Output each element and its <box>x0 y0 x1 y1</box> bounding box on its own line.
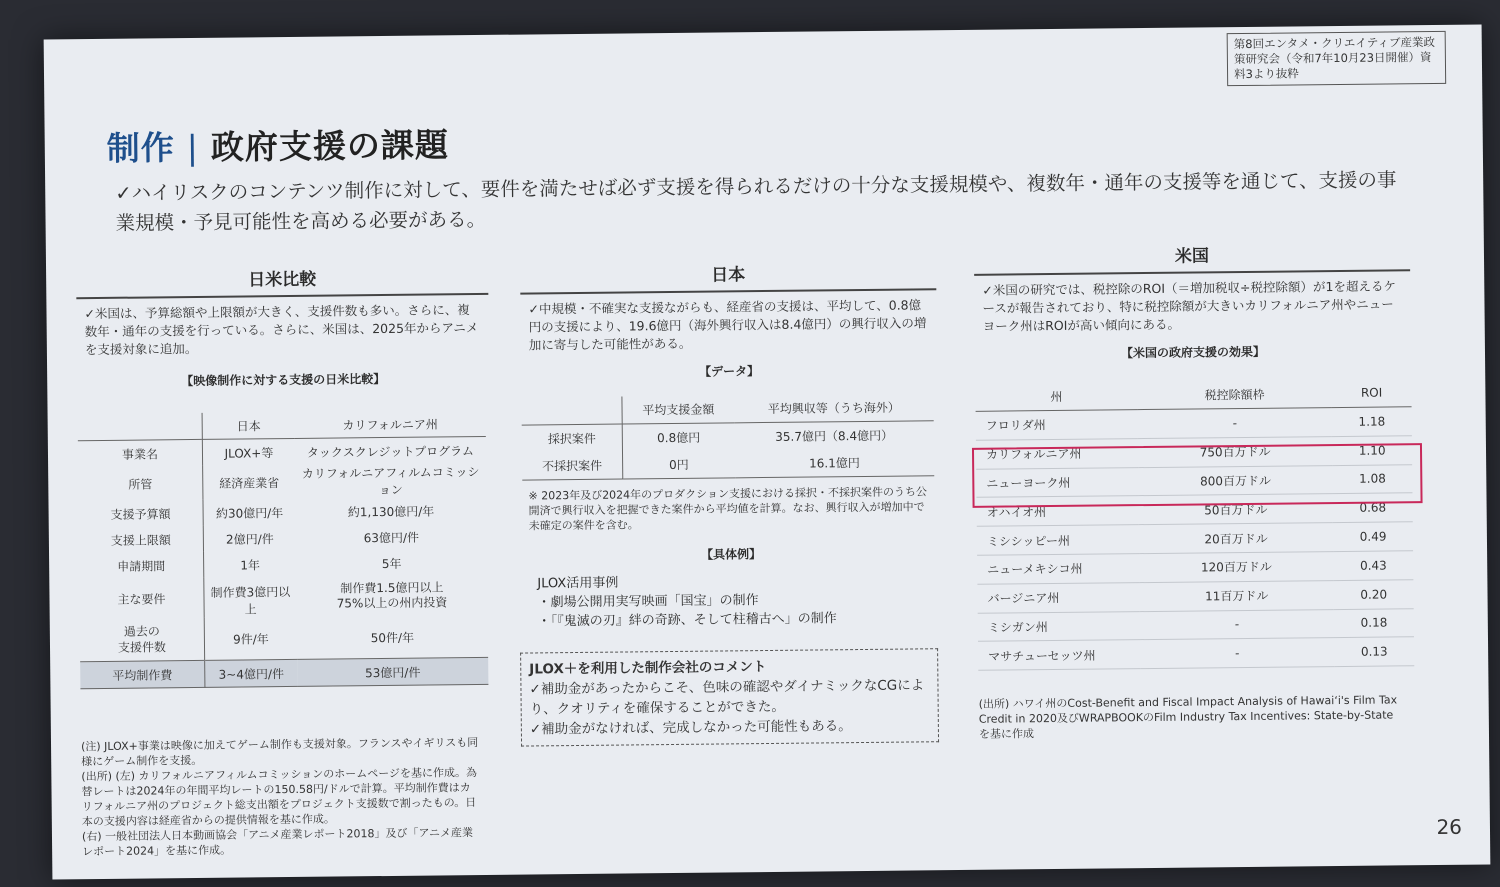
comparison-table-title: 【映像制作に対する支援の日米比較】 <box>181 371 386 389</box>
table-cell: 35.7億円（8.4億円） <box>775 428 894 444</box>
slide-title <box>107 119 450 170</box>
table-row <box>522 421 934 453</box>
comment-title: JLOX＋を利用した制作会社のコメント <box>529 659 767 678</box>
header-cell: ROI <box>1332 378 1412 407</box>
examples-title: 【具体例】 <box>700 547 762 562</box>
roi-cell: 0.49 <box>1333 522 1413 552</box>
roi-cell: 1.18 <box>1332 407 1412 437</box>
table-cell: カリフォルニアフィルムコミッション <box>301 465 480 498</box>
japan-heading: 日本 <box>520 258 936 294</box>
state-cell: フロリダ州 <box>976 410 1138 440</box>
row-label: 申請期間 <box>79 552 204 579</box>
table-row <box>978 608 1414 641</box>
japan-data-note: ※ 2023年及び2024年のプロダクション支援における採択・不採択案件のうち公開済で興行収入を把握できた案件から平均値を計算。なお、興行収入が増加中で未確定の案件を含む。 <box>528 485 927 533</box>
japan-column <box>520 258 940 631</box>
title-separator: | <box>186 127 200 168</box>
credit-cell: 750百万ドル <box>1138 436 1333 467</box>
example-item: ・「『鬼滅の刃』絆の奇跡、そして柱稽古へ」の制作 <box>537 611 837 630</box>
credit-cell: 50百万ドル <box>1138 494 1333 525</box>
row-label: 過去の 支援件数 <box>80 618 205 662</box>
table-cell: 16.1億円 <box>735 448 935 478</box>
title-category: 制作 <box>106 128 175 168</box>
slide <box>44 24 1491 879</box>
roi-cell: 0.13 <box>1334 637 1414 667</box>
table-cell: 経済産業省 <box>219 475 280 491</box>
lead-statement: ✓ハイリスクのコンテンツ制作に対して、要件を満たせば必ず支援を得られるだけの十分な支援規模や、複数年・通年の支援等を通じて、支援の事業規模・予見可能性を高める必要がある。 <box>115 168 1397 235</box>
credit-cell: 20百万ドル <box>1139 523 1334 554</box>
credit-cell: - <box>1138 408 1333 439</box>
state-cell: カリフォルニア州 <box>976 438 1138 468</box>
comparison-column <box>76 263 494 859</box>
roi-cell: 0.18 <box>1334 608 1414 638</box>
example-item: ・劇場公開用実写映画「国宝」の制作 <box>537 593 759 611</box>
comparison-text: ✓米国は、予算総額や上限額が大きく、支援件数も多い。さらに、複数年・通年の支援を行っている。さらに、米国は、2025年からアニメを支援対象に追加。 <box>84 302 479 358</box>
state-cell: ミシガン州 <box>978 611 1140 641</box>
japan-data-title: 【データ】 <box>699 364 760 379</box>
table-header-row <box>975 378 1411 411</box>
note-line: (出所) (左) カリフォルニアフィルムコミッションのホームページを基に作成。為替レートは2024年の年間平均レートの150.58円/ドルで計算。平均制作費はカリフォルニア州のプロジェクト総支出額をプロジェクト支援数で割ったもの。日本の支援内容は経産省からの提供情報を基に作成。 <box>81 766 478 829</box>
us-roi-table <box>975 378 1414 671</box>
table-cell: 0.8億円 <box>657 430 701 446</box>
table-cell: 制作費3億円以上 <box>210 585 291 617</box>
title-subject: 政府支援の課題 <box>210 125 450 167</box>
table-cell: 制作費1.5億円以上 75%以上の州内投資 <box>336 580 448 611</box>
credit-cell: - <box>1140 609 1335 640</box>
note-line: (注) JLOX+事業は映像に加えてゲーム制作も支援対象。フランスやイギリスも同様にゲーム制作を支援。 <box>80 736 479 769</box>
state-cell: ミシシッピー州 <box>977 525 1139 555</box>
us-source-note: (出所) ハワイ州のCost-Benefit and Fiscal Impact Analysis of Hawaiʻi's Film Tax Credit in 2020及びWRAPBOOKのFilm Industry Tax Incentives: State-by-Stateを基に作成 <box>978 693 1398 741</box>
table-cell: 50件/年 <box>370 630 415 645</box>
table-row <box>522 448 934 480</box>
roi-cell: 0.20 <box>1334 580 1414 610</box>
table-cell: 53億円/件 <box>297 657 488 686</box>
header-cell: 日本 <box>202 412 295 439</box>
row-label: 支援上限額 <box>79 526 204 553</box>
highlight-frame <box>972 443 1423 508</box>
table-row <box>79 575 487 619</box>
roi-cell: 1.10 <box>1332 436 1412 466</box>
header-cell: 平均興収等（うち海外） <box>734 393 934 423</box>
header-cell: 州 <box>975 381 1137 411</box>
japan-data-table <box>521 393 934 480</box>
row-label: 不採択案件 <box>522 452 623 481</box>
header-cell: カリフォルニア州 <box>294 410 485 438</box>
comment-line: ✓補助金がなければ、完成しなかった可能性もある。 <box>529 718 852 738</box>
table-cell: 0円 <box>622 450 734 479</box>
table-row <box>976 407 1412 440</box>
row-label: 平均制作費 <box>80 660 205 688</box>
header-cell: 税控除額枠 <box>1137 379 1332 410</box>
table-cell: 1年 <box>240 557 261 573</box>
table-cell: 3~4億円/件 <box>205 659 298 687</box>
japan-text: ✓中規模・不確実な支援ながらも、経産省の支援は、平均して、0.8億円の支援により、19.6億円（海外興行収入は8.4億円）の興行収入の増加に寄与した可能性がある。 <box>528 297 927 353</box>
page-number: 26 <box>1436 814 1463 840</box>
credit-cell: 120百万ドル <box>1139 552 1334 583</box>
credit-cell: 800百万ドル <box>1138 465 1333 496</box>
header-cell: 平均支援金額 <box>622 395 734 424</box>
examples-list <box>537 570 940 631</box>
table-cell: タックスクレジットプログラム <box>306 443 475 460</box>
table-cell: 63億円/件 <box>363 530 420 545</box>
note-line: (右) 一般社団法人日本動画協会「アニメ産業レポート2018」及び「アニメ産業レポート2024」を基に作成。 <box>81 826 474 859</box>
comparison-heading: 日米比較 <box>76 263 488 299</box>
table-cell: 9件/年 <box>232 631 269 647</box>
table-row <box>80 615 488 662</box>
table-row <box>977 522 1413 555</box>
example-item: JLOX活用事例 <box>537 575 619 592</box>
state-cell: オハイオ州 <box>976 496 1138 526</box>
production-company-comment-box <box>520 648 939 746</box>
table-cell: 5年 <box>381 556 402 571</box>
state-cell: マサチューセッツ州 <box>978 640 1140 670</box>
table-row <box>978 637 1414 670</box>
state-cell: バージニア州 <box>977 582 1139 612</box>
state-cell: ニューヨーク州 <box>976 467 1138 497</box>
row-label: 採択案件 <box>522 424 623 453</box>
table-cell: JLOX+等 <box>224 445 274 461</box>
table-header-row <box>521 393 933 425</box>
table-row-average <box>80 657 488 688</box>
roi-cell: 0.68 <box>1333 493 1413 523</box>
comment-line: ✓補助金があったからこそ、色味の確認やダイナミックなCGにより、クオリティを確保することができた。 <box>529 677 925 718</box>
row-label: 主な要件 <box>79 578 204 619</box>
comparison-notes <box>81 735 482 859</box>
state-cell: ニューメキシコ州 <box>977 554 1139 584</box>
table-cell: 約30億円/年 <box>215 505 284 521</box>
comparison-table <box>78 410 489 689</box>
header-cell <box>521 397 622 426</box>
table-row <box>78 463 486 501</box>
table-cell: 約1,130億円/年 <box>347 503 435 519</box>
us-heading: 米国 <box>974 239 1410 276</box>
table-row <box>977 551 1413 584</box>
roi-cell: 0.43 <box>1333 551 1413 581</box>
credit-cell: - <box>1140 638 1335 669</box>
table-cell: 2億円/件 <box>225 531 274 547</box>
roi-cell: 1.08 <box>1332 464 1412 494</box>
row-label: 事業名 <box>78 439 203 467</box>
row-label: 所管 <box>78 466 203 501</box>
row-label: 支援予算額 <box>78 500 203 527</box>
header-cell <box>78 413 203 441</box>
table-row <box>977 580 1413 613</box>
source-note-box: 第8回エンタメ・クリエイティブ産業政策研究会（令和7年10月23日開催）資料3より抜粋 <box>1227 31 1447 86</box>
us-text: ✓米国の研究では、税控除のROI（＝増加税収÷税控除額）が1を超えるケースが報告されており、特に税控除額が大きいカリフォルニア州やニューヨーク州はROIが高い傾向にある。 <box>982 278 1396 334</box>
credit-cell: 11百万ドル <box>1139 580 1334 611</box>
us-table-title: 【米国の政府支援の効果】 <box>1120 344 1266 361</box>
